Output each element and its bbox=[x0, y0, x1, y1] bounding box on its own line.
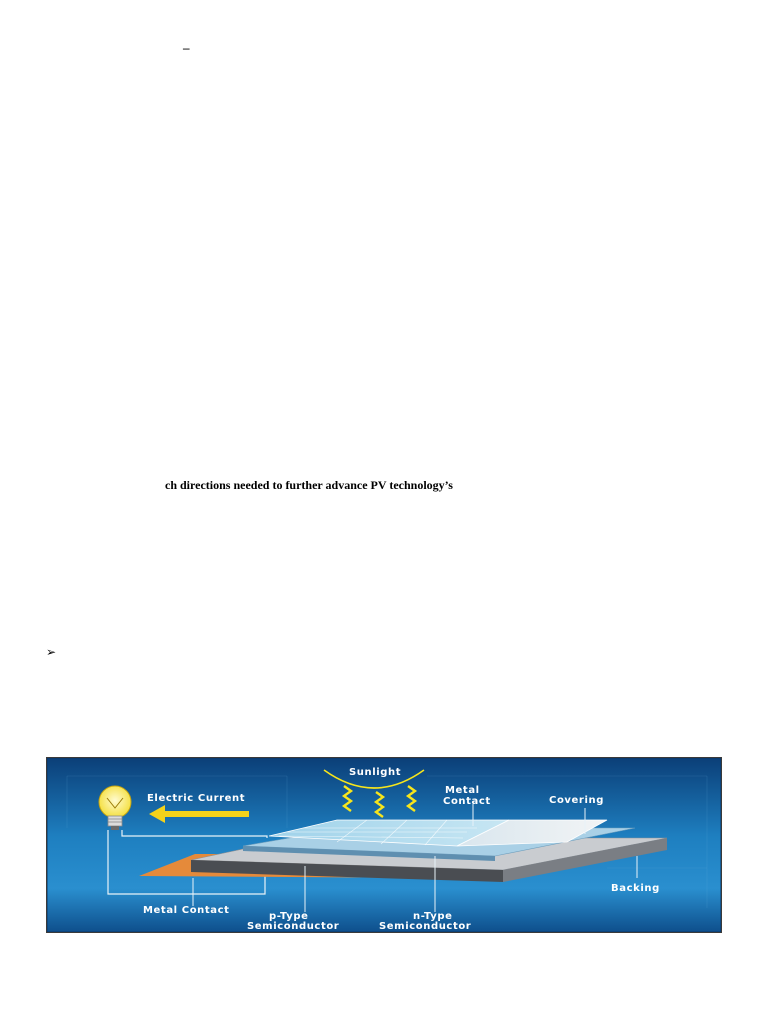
label-covering: Covering bbox=[549, 795, 604, 806]
label-metal-contact-top-1: Metal bbox=[445, 785, 480, 796]
stray-dash: – bbox=[183, 40, 190, 55]
label-sunlight: Sunlight bbox=[349, 767, 402, 778]
label-n-type-2: Semiconductor bbox=[379, 921, 472, 932]
label-p-type-2: Semiconductor bbox=[247, 921, 340, 932]
label-electric-current: Electric Current bbox=[147, 793, 246, 804]
label-metal-contact-top-2: Contact bbox=[443, 796, 491, 807]
bullet-marker: ➢ bbox=[46, 645, 57, 659]
body-text-fragment: ch directions needed to further advance PV technology’s bbox=[165, 478, 453, 492]
label-n-type-1: n-Type bbox=[413, 911, 453, 922]
solar-cell-diagram bbox=[46, 757, 722, 933]
label-backing: Backing bbox=[611, 883, 660, 894]
label-metal-contact-bottom: Metal Contact bbox=[143, 905, 230, 916]
solar-cell-svg bbox=[47, 758, 721, 932]
label-p-type-1: p-Type bbox=[269, 911, 309, 922]
